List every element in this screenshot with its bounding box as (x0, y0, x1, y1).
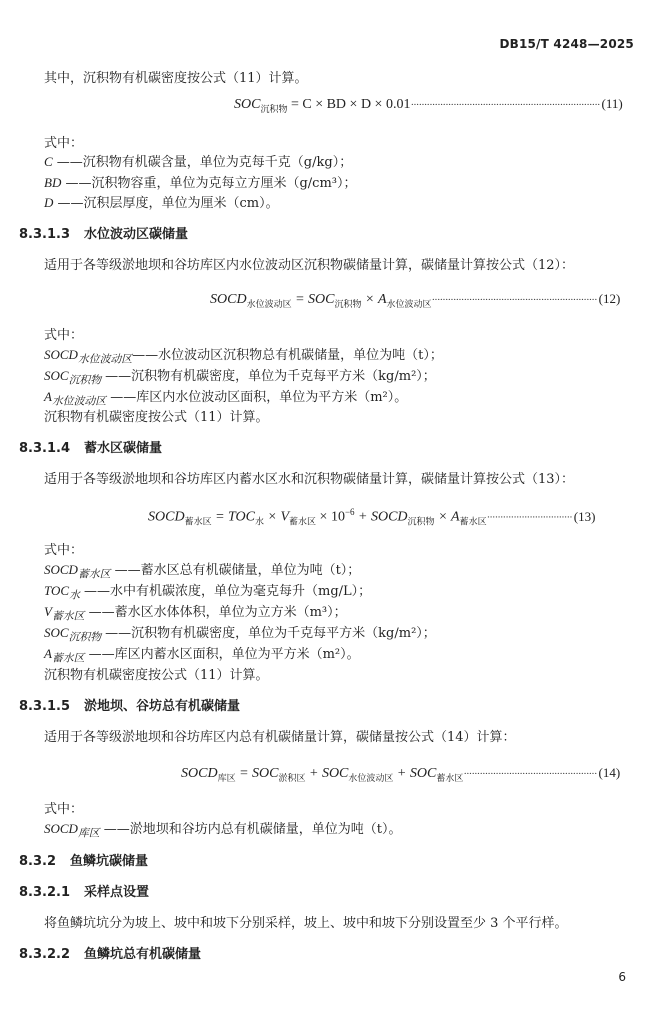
note-paragraph: 沉积物有机碳密度按公式（11）计算。 (44, 410, 269, 425)
intro-paragraph: 适用于各等级淤地坝和谷坊库区内蓄水区水和沉积物碳储量计算，碳储量计算按公式（13）： (44, 472, 575, 487)
formula-12: $SOCD_{水位波动区} = SOC_{沉积物} \times A_{水位波动区}\cdot\cdot\cdot\cdot\cdot\cdot\cdot\cdot\cdot\cdot\cdot\cdot\cdot\cdot\cdot\cdot\cdot\cdot\cdot\cdot\cdot\cdot\cdot\cdot\cdot\cdot\cdot\cdot\cdot\cdot\cdot\cdot\cdot\cdot\cdot\cdot\cdot\cdot\cdot\cdot\cdot\cdot\cdot\cdot\cdot\cdot\cdot\cdot\cdot\cdot\cdot\cdot\cdot\cdot\cdot\cdot\cdot\cdot\cdot\cdot\cdot\cdot (12)$ (210, 291, 621, 309)
document-code: DB15/T 4248—2025 (499, 37, 634, 51)
intro-paragraph: 其中，沉积物有机碳密度按公式（11）计算。 (44, 71, 308, 86)
where-label: 式中： (44, 802, 84, 817)
definition-item: $SOC_{沉积物}$ ——沉积物有机碳密度，单位为千克每平方米（kg/m²）； (44, 368, 436, 387)
note-paragraph: 沉积物有机碳密度按公式（11）计算。 (44, 668, 269, 683)
formula-13: $SOCD_{蓄水区} = TOC_水 \times V_{蓄水区} \times 10^{-6}$ + $SOCD_{沉积物} \times A_{蓄水区}\cdot\cdot\cdot\cdot\cdot\cdot\cdot\cdot\cdot\cdot\cdot\cdot\cdot\cdot\cdot\cdot\cdot\cdot\cdot\cdot\cdot\cdot\cdot\cdot\cdot\cdot\cdot\cdot\cdot\cdot\cdot\cdot (13)$ (148, 507, 596, 527)
section-heading: 8.3.1.3 水位波动区碳储量 (19, 227, 189, 242)
formula-11: $SOC_{沉积物} = C$ × BD × D × 0.01······································································· (11) (234, 96, 623, 114)
definition-item: $V_{蓄水区}$ ——蓄水区水体体积，单位为立方米（m³）； (44, 604, 347, 623)
section-heading: 8.3.2.1 采样点设置 (19, 885, 150, 900)
definition-item: D ——沉积层厚度，单位为厘米（cm）。 (44, 195, 279, 211)
definition-item: BD ——沉积物容重，单位为克每立方厘米（g/cm³）； (44, 175, 357, 191)
body-paragraph: 将鱼鳞坑坑分为坡上、坡中和坡下分别采样，坡上、坡中和坡下分别设置至少 3 个平行样。 (44, 916, 568, 931)
definition-item: $SOCD_{水位波动区}——$水位波动区沉积物总有机碳储量，单位为吨（t）； (44, 347, 443, 366)
page-number: 6 (618, 970, 626, 984)
definition-item: $A_{水位波动区}$ ——库区内水位波动区面积，单位为平方米（m²）。 (44, 389, 408, 408)
where-label: 式中： (44, 136, 84, 151)
definition-item: $SOCD_{蓄水区}$ ——蓄水区总有机碳储量，单位为吨（t）； (44, 562, 361, 581)
section-heading: 8.3.2 鱼鳞坑碳储量 (19, 854, 149, 869)
definition-item: $SOC_{沉积物}$ ——沉积物有机碳密度，单位为千克每平方米（kg/m²）； (44, 625, 436, 644)
section-heading: 8.3.1.5 淤地坝、谷坊总有机碳储量 (19, 699, 241, 714)
intro-paragraph: 适用于各等级淤地坝和谷坊库区内水位波动区沉积物碳储量计算，碳储量计算按公式（12）： (44, 258, 575, 273)
definition-item: $SOCD_{库区}$ ——淤地坝和谷坊内总有机碳储量，单位为吨（t）。 (44, 821, 402, 840)
formula-14: $SOCD_{库区} = SOC_{淤积区} + SOC_{水位波动区} + SOC_{蓄水区}\cdot\cdot\cdot\cdot\cdot\cdot\cdot\cdot\cdot\cdot\cdot\cdot\cdot\cdot\cdot\cdot\cdot\cdot\cdot\cdot\cdot\cdot\cdot\cdot\cdot\cdot\cdot\cdot\cdot\cdot\cdot\cdot\cdot\cdot\cdot\cdot\cdot\cdot\cdot\cdot\cdot\cdot\cdot\cdot\cdot\cdot\cdot\cdot\cdot\cdot (14)$ (181, 765, 621, 783)
where-label: 式中： (44, 543, 84, 558)
section-heading: 8.3.1.4 蓄水区碳储量 (19, 441, 163, 456)
definition-item: $TOC_水$ ——水中有机碳浓度，单位为毫克每升（mg/L）； (44, 583, 372, 602)
definition-item: C ——沉积物有机碳含量，单位为克每千克（g/kg）； (44, 154, 353, 170)
intro-paragraph: 适用于各等级淤地坝和谷坊库区内总有机碳储量计算，碳储量按公式（14）计算： (44, 730, 516, 745)
section-heading: 8.3.2.2 鱼鳞坑总有机碳储量 (19, 947, 202, 962)
definition-item: $A_{蓄水区}$ ——库区内蓄水区面积，单位为平方米（m²）。 (44, 646, 360, 665)
where-label: 式中： (44, 328, 84, 343)
